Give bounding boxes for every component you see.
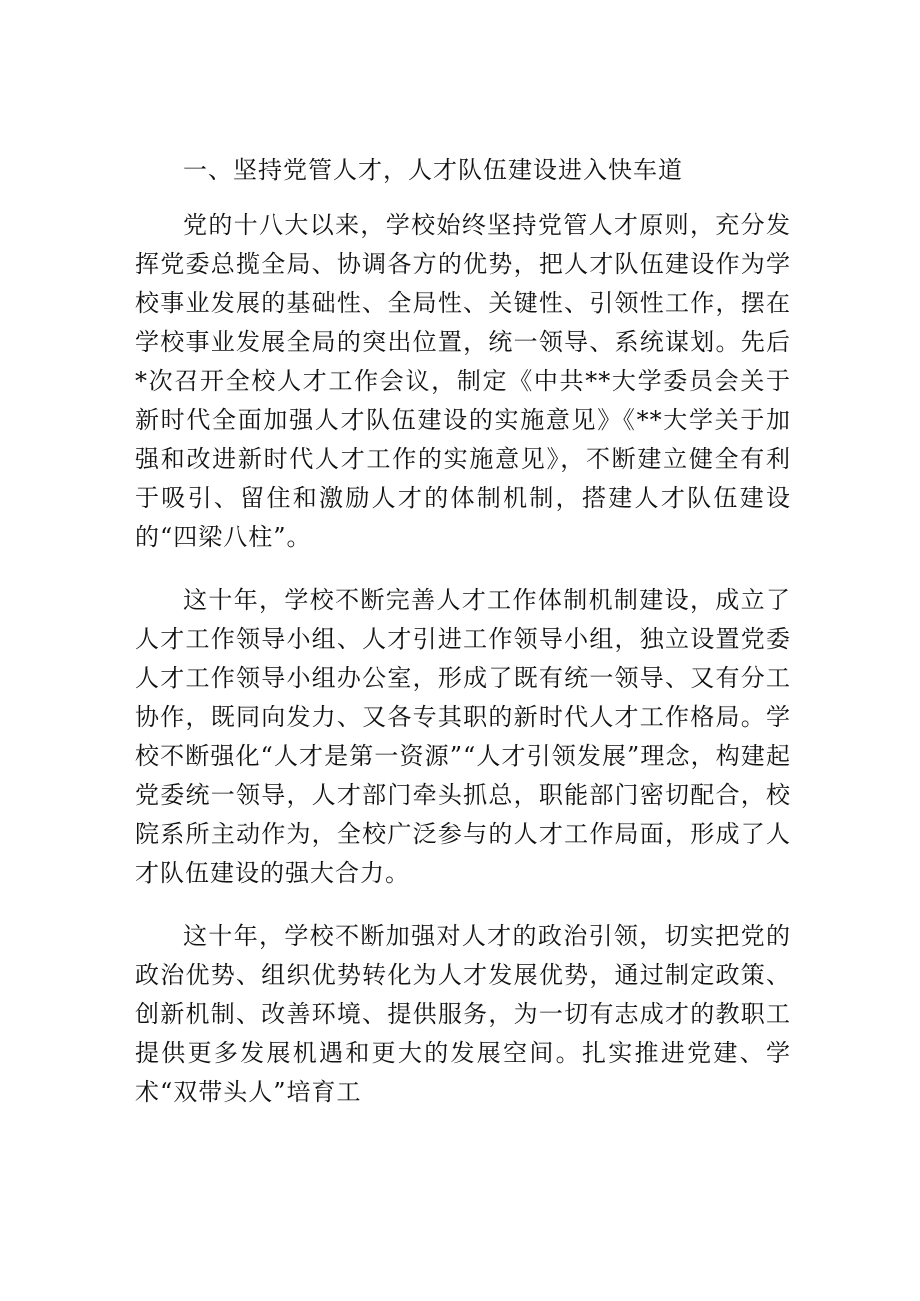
paragraph: 这十年，学校不断加强对人才的政治引领，切实把党的政治优势、组织优势转化为人才发展优势，通过制定政策、创新机制、改善环境、提供服务，为一切有志成才的教职工提供更多发展机遇和更大的发展空间。扎实推进党建、学术“双带头人”培育工: [135, 922, 791, 1106]
section-heading: 一、坚持党管人才，人才队伍建设进入快车道: [183, 156, 683, 184]
document-body: [135, 150, 791, 1136]
paragraph: 党的十八大以来，学校始终坚持党管人才原则，充分发挥党委总揽全局、协调各方的优势，把人才队伍建设作为学校事业发展的基础性、全局性、关键性、引领性工作，摆在学校事业发展全局的突出位置，统一领导、系统谋划。先后*次召开全校人才工作会议，制定《中共**大学委员会关于新时代全面加强人才队伍建设的实施意见》《**大学关于加强和改进新时代人才工作的实施意见》，不断建立健全有利于吸引、留住和激励人才的体制机制，搭建人才队伍建设的“四梁八柱”。: [135, 211, 791, 551]
paragraph: 这十年，学校不断完善人才工作体制机制建设，成立了人才工作领导小组、人才引进工作领导小组，独立设置党委人才工作领导小组办公室，形成了既有统一领导、又有分工协作，既同向发力、又各专其职的新时代人才工作格局。学校不断强化“人才是第一资源”“人才引领发展”理念，构建起党委统一领导，人才部门牵头抓总，职能部门密切配合，校院系所主动作为，全校广泛参与的人才工作局面，形成了人才队伍建设的强大合力。: [135, 586, 791, 887]
